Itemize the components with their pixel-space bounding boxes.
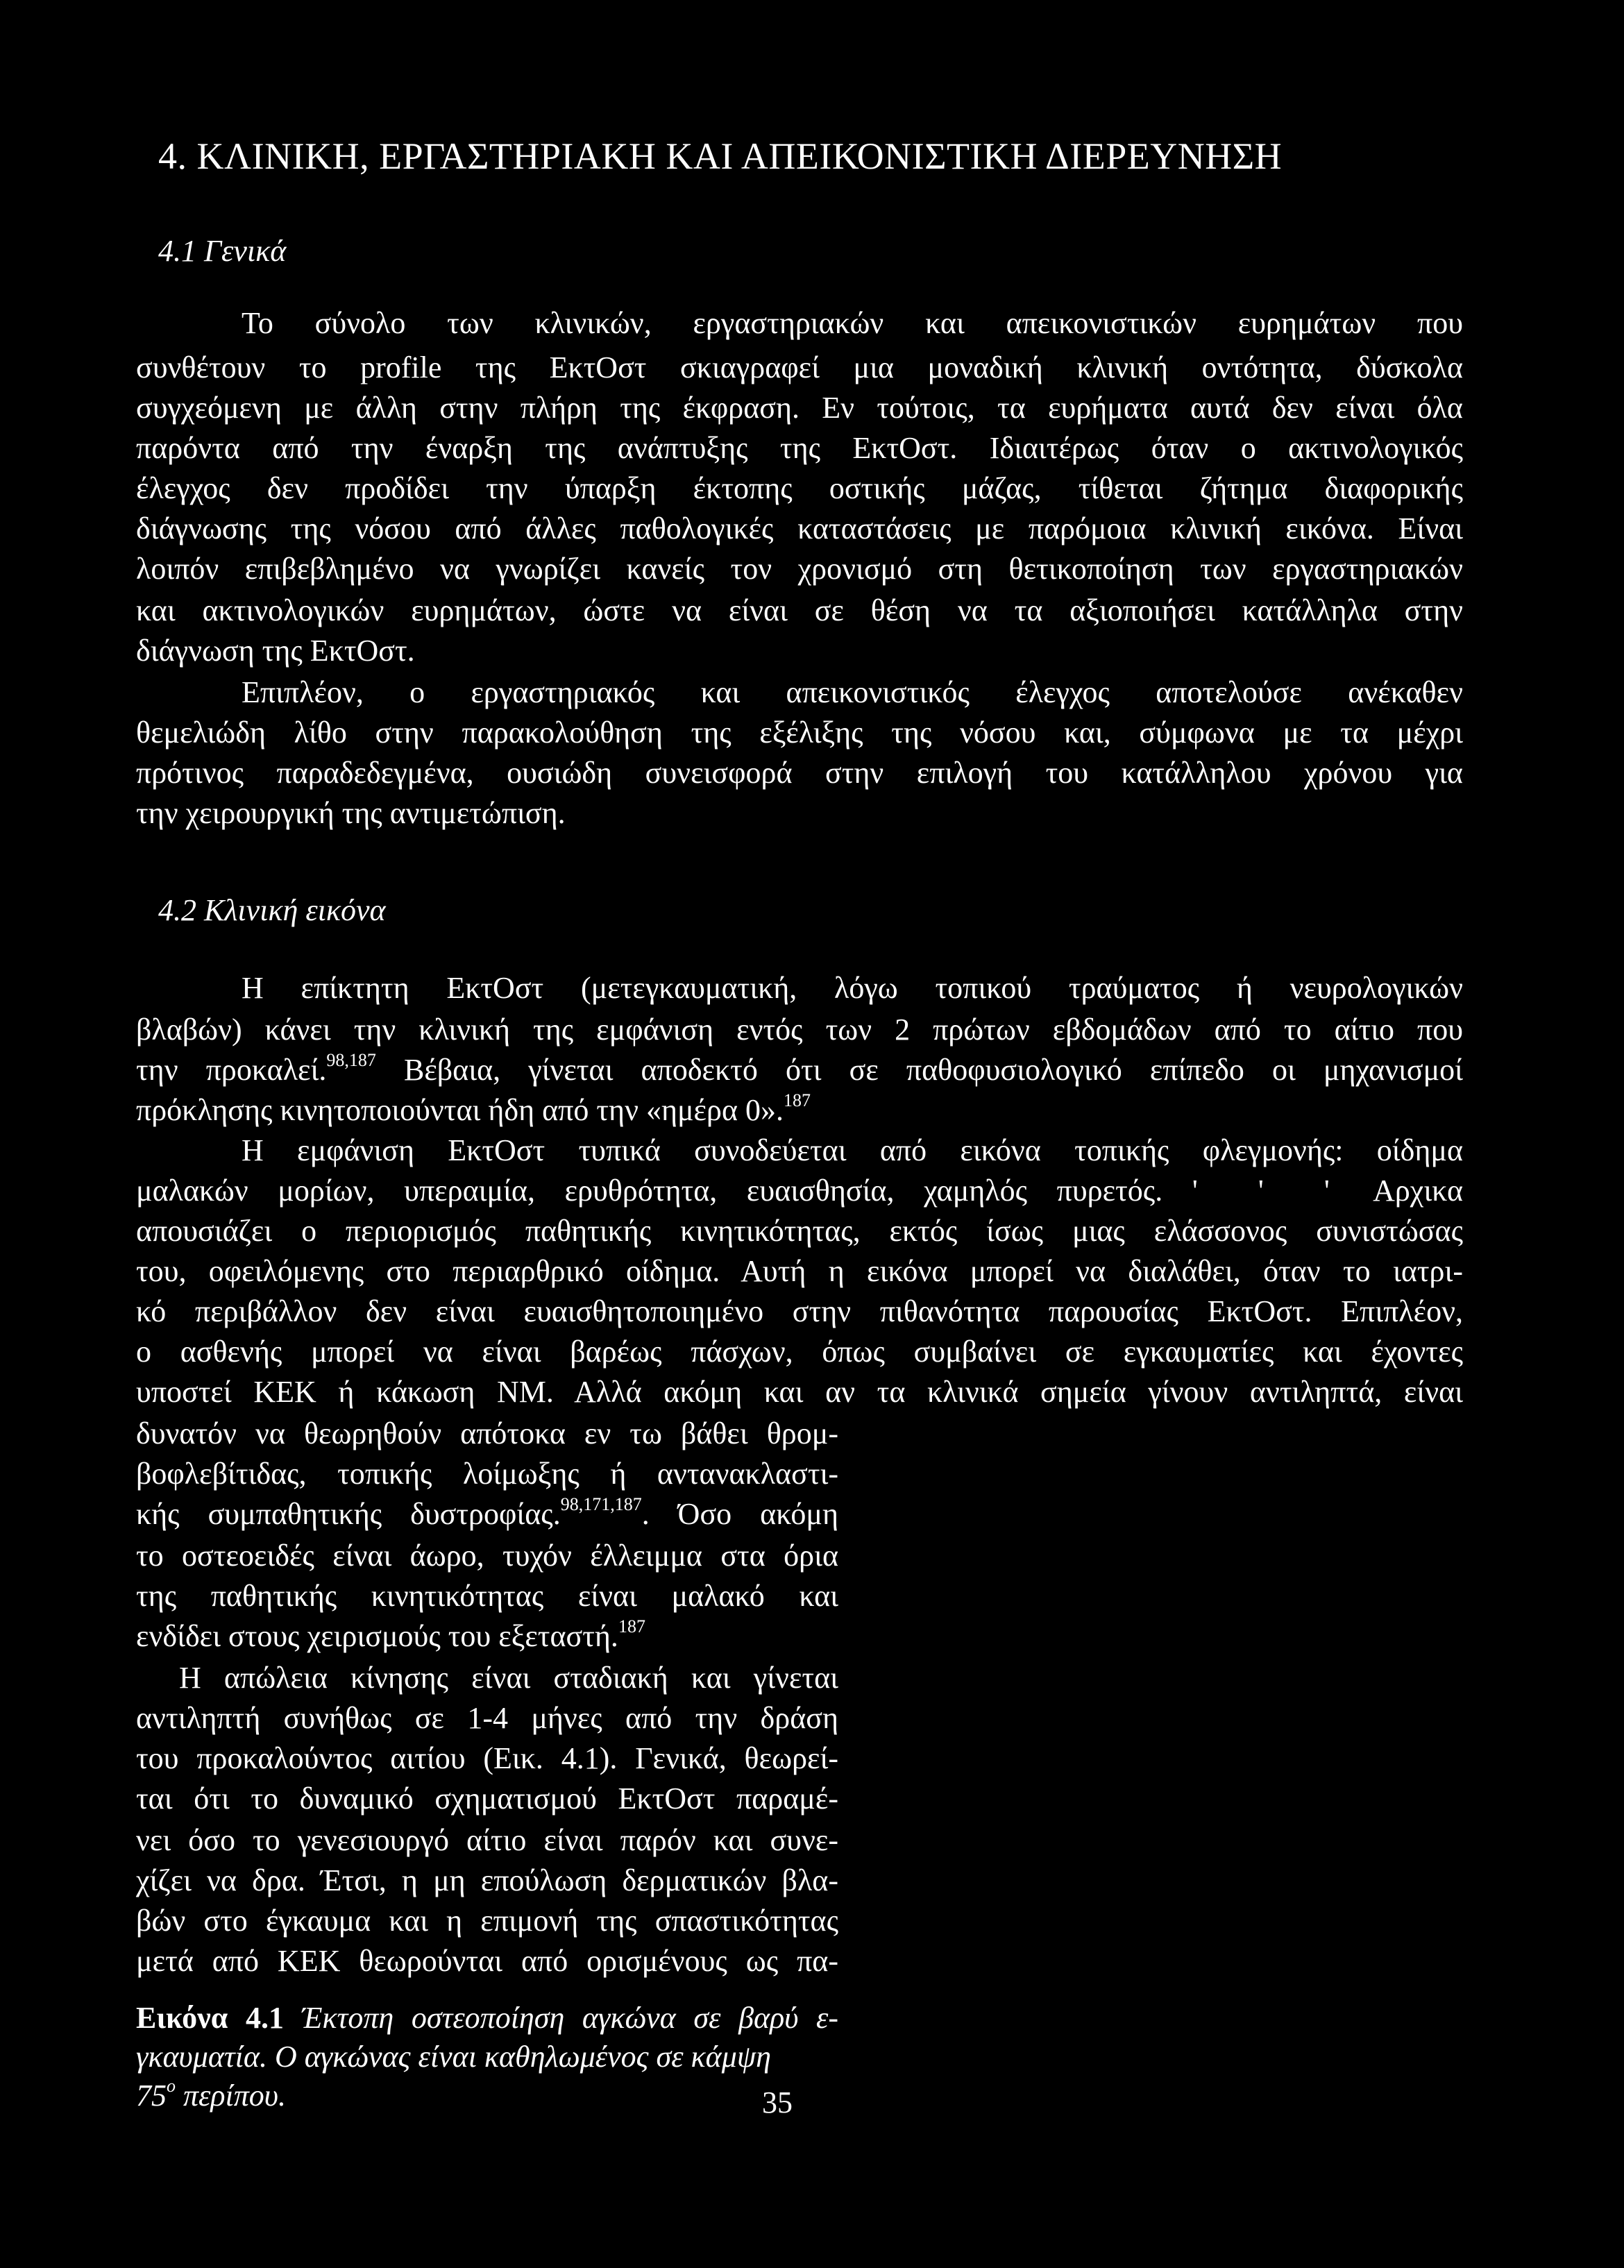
figure-caption-line [136, 2074, 838, 2118]
figure-label: Εικόνα 4.1 [136, 2001, 284, 2035]
paragraph-line: θεμελιώδη λίθο στην παρακολούθηση της εξέλιξης της νόσου και, σύμφωνα με τα μέχρι [136, 716, 1463, 750]
paragraph-line: βών στο έγκαυμα και η επιμονή της σπαστικότητας [136, 1904, 838, 1938]
paragraph-line: παρόντα από την έναρξη της ανάπτυξης της ΕκτΟστ. Ιδιαιτέρως όταν ο ακτινολογικός [136, 431, 1463, 465]
paragraph-line: κό περιβάλλον δεν είναι ευαισθητοποιημένο στην πιθανότητα παρουσίας ΕκτΟστ. Επιπλέον, [136, 1294, 1463, 1328]
paragraph-line: βοφλεβίτιδας, τοπικής λοίμωξης ή αντανακλαστι- [136, 1457, 838, 1491]
text-segment: ενδίδει στους χειρισμούς του εξεταστή. [136, 1619, 618, 1653]
paragraph-line: την χειρουργική της αντιμετώπιση. [136, 796, 566, 830]
section-heading-4-2: 4.2 Κλινική εικόνα [158, 893, 386, 927]
paragraph-line: του, οφειλόμενης στο περιαρθρικό οίδημα. Αυτή η εικόνα μπορεί να διαλάθει, όταν το ιατρι- [136, 1254, 1463, 1288]
paragraph-line: και ακτινολογικών ευρημάτων, ώστε να είναι σε θέση να τα αξιοποιήσει κατάλληλα στην [136, 593, 1463, 627]
paragraph-line: δυνατόν να θεωρηθούν απότοκα εν τω βάθει θρομ- [136, 1416, 838, 1450]
paragraph-line: Η επίκτητη ΕκτΟστ (μετεγκαυματική, λόγω τοπικού τραύματος ή νευρολογικών [242, 971, 1463, 1005]
paragraph-line: λοιπόν επιβεβλημένο να γνωρίζει κανείς τον χρονισμό στη θετικοποίηση των εργαστηριακών [136, 552, 1463, 586]
text-segment: . Όσο ακόμη [641, 1497, 838, 1531]
paragraph-line: διάγνωσης της νόσου από άλλες παθολογικές καταστάσεις με παρόμοια κλινική εικόνα. Είναι [136, 511, 1463, 545]
paragraph-line: συγχεόμενη με άλλη στην πλήρη της έκφραση. Εν τούτοις, τα ευρήματα αυτά δεν είναι όλα [136, 391, 1463, 425]
paragraph-line: διάγνωση της ΕκτΟστ. [136, 634, 415, 668]
paragraph-line: μετά από ΚΕΚ θεωρούνται από ορισμένους ως πα- [136, 1944, 838, 1978]
paragraph-line: έλεγχος δεν προδίδει την ύπαρξη έκτοπης οστικής μάζας, τίθεται ζήτημα διαφορικής [136, 471, 1463, 505]
paragraph-line [136, 1088, 1463, 1133]
citation-superscript: 98,171,187 [560, 1494, 642, 1515]
paragraph-line: αντιληπτή συνήθως σε 1-4 μήνες από την δράση [136, 1701, 838, 1735]
paragraph-line: βλαβών) κάνει την κλινική της εμφάνιση εντός των 2 πρώτων εβδομάδων από το αίτιο που [136, 1013, 1463, 1047]
citation-superscript: 187 [618, 1616, 645, 1637]
paragraph-line: Το σύνολο των κλινικών, εργαστηριακών και απεικονιστικών ευρημάτων που [242, 306, 1463, 340]
text-segment: Αρχικα [1373, 1174, 1463, 1208]
caption-text: περίπου. [183, 2079, 286, 2113]
paragraph-line: υποστεί ΚΕΚ ή κάκωση ΝΜ. Αλλά ακόμη και αν τα κλινικά σημεία γίνουν αντιληπτά, είναι [136, 1375, 1463, 1409]
paragraph-line: της παθητικής κινητικότητας είναι μαλακό και [136, 1579, 838, 1613]
paragraph-line: απουσιάζει ο περιορισμός παθητικής κινητικότητας, εκτός ίσως μιας ελάσσονος συνιστώσας [136, 1214, 1463, 1248]
paragraph-line: νει όσο το γενεσιουργό αίτιο είναι παρόν και συνε- [136, 1823, 838, 1857]
paragraph-line: Η εμφάνιση ΕκτΟστ τυπικά συνοδεύεται από εικόνα τοπικής φλεγμονής: οίδημα [242, 1133, 1463, 1167]
paragraph-line: χίζει να δρα. Έτσι, η μη επούλωση δερματικών βλα- [136, 1863, 838, 1897]
page-number: 35 [762, 2085, 793, 2119]
paragraph-line: του προκαλούντος αιτίου (Εικ. 4.1). Γενικά, θεωρεί- [136, 1741, 838, 1775]
citation-superscript: 187 [784, 1090, 811, 1111]
paragraph-line: ται ότι το δυναμικό σχηματισμού ΕκτΟστ παραμέ- [136, 1782, 838, 1816]
caption-text: Έκτοπη οστεοποίηση αγκώνα σε βαρύ ε- [301, 2001, 839, 2035]
paragraph-line [136, 1048, 1463, 1092]
paragraph-line [136, 1614, 838, 1659]
paragraph-line [136, 1492, 838, 1537]
paragraph-line: ο ασθενής μπορεί να είναι βαρέως πάσχων, όπως συμβαίνει σε εγκαυματίες και έχοντες [136, 1335, 1463, 1369]
paragraph-line: πρότινος παραδεδεγμένα, ουσιώδη συνεισφορά στην επιλογή του κατάλληλου χρόνου για [136, 756, 1463, 790]
caption-text: 75 [136, 2079, 167, 2113]
text-segment: μαλακών μορίων, υπεραιμία, ερυθρότητα, ευαισθησία, χαμηλός πυρετός. [136, 1174, 1163, 1208]
chapter-title: 4. ΚΛΙΝΙΚΗ, ΕΡΓΑΣΤΗΡΙΑΚΗ ΚΑΙ ΑΠΕΙΚΟΝΙΣΤΙΚΗ ΔΙΕΡΕΥΝΗΣΗ [158, 135, 1283, 177]
paragraph-line [136, 1169, 1463, 1213]
text-segment: Βέβαια, γίνεται αποδεκτό ότι σε παθοφυσιολογικό επίπεδο οι μηχανισμοί [403, 1053, 1464, 1087]
figure-caption-line [136, 1996, 838, 2040]
paragraph-line: Η απώλεια κίνησης είναι σταδιακή και γίνεται [179, 1661, 838, 1695]
figure-caption-line: γκαυματία. Ο αγκώνας είναι καθηλωμένος σε κάμψη [136, 2040, 771, 2074]
text-segment: κής συμπαθητικής δυστροφίας. [136, 1497, 561, 1531]
citation-marks: ' ' ' [1192, 1174, 1345, 1208]
paragraph-line: συνθέτουν το profile της ΕκτΟστ σκιαγραφεί μια μοναδική κλινική οντότητα, δύσκολα [136, 350, 1463, 384]
paragraph-line: Επιπλέον, ο εργαστηριακός και απεικονιστικός έλεγχος αποτελούσε ανέκαθεν [242, 675, 1463, 709]
degree-superscript: o [167, 2076, 176, 2097]
text-segment: την προκαλεί. [136, 1053, 327, 1087]
citation-superscript: 98,187 [326, 1050, 376, 1071]
paragraph-line: το οστεοειδές είναι άωρο, τυχόν έλλειμμα στα όρια [136, 1539, 838, 1573]
text-segment: πρόκλησης κινητοποιούνται ήδη από την «ημέρα 0». [136, 1093, 784, 1127]
section-heading-4-1: 4.1 Γενικά [158, 234, 287, 268]
